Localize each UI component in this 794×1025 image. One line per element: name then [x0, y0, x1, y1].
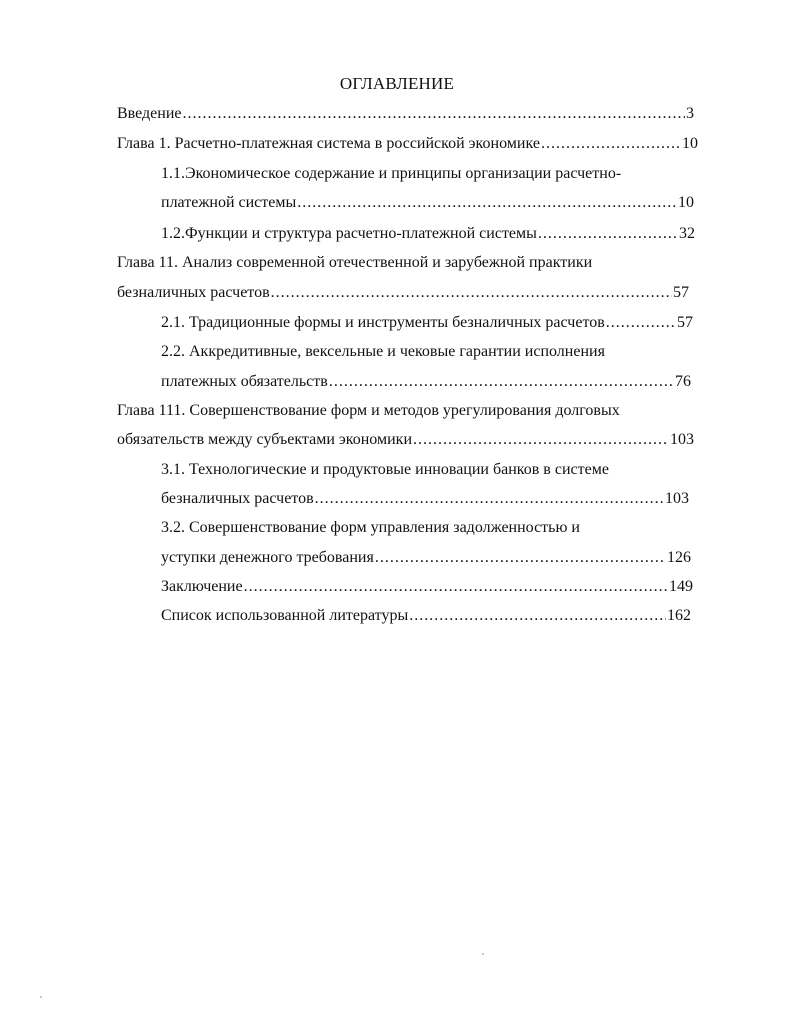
toc-entry-bibliography — [161, 606, 691, 626]
toc-entry-conclusion — [161, 577, 693, 597]
toc-entry-page: 10 — [682, 135, 698, 152]
dot-leader — [606, 313, 676, 333]
toc-entry-2-2-line-2 — [161, 372, 691, 392]
toc-entry-page: 32 — [679, 225, 695, 242]
toc-entry-page: 162 — [667, 607, 691, 624]
toc-entry-page: 10 — [678, 194, 694, 211]
toc-entry-page: 126 — [667, 549, 691, 566]
toc-entry-text: 1.2.Функции и структура расчетно-платежной системы — [161, 225, 537, 242]
dot-leader — [315, 489, 664, 509]
toc-entry-page: 103 — [665, 490, 689, 507]
scan-speck — [40, 996, 42, 998]
toc-entry-1-1-line-2 — [161, 193, 694, 213]
toc-entry-3-2-line-1: 3.2. Совершенствование форм управления задолженностью и — [161, 519, 580, 536]
toc-entry-page: 3 — [686, 105, 694, 122]
scan-speck — [482, 953, 484, 955]
toc-entry-chapter-2-line-2 — [117, 283, 689, 303]
dot-leader — [183, 104, 686, 124]
toc-entry-chapter-3-line-1: Глава 111. Совершенствование форм и методов урегулирования долговых — [117, 402, 620, 419]
toc-entry-text: 2.1. Традиционные формы и инструменты безналичных расчетов — [161, 314, 605, 331]
toc-entry-chapter-1 — [117, 134, 698, 154]
toc-entry-text: обязательств между субъектами экономики — [117, 431, 412, 448]
toc-entry-3-1-line-1: 3.1. Технологические и продуктовые инновации банков в системе — [161, 461, 609, 478]
toc-entry-2-2-line-1: 2.2. Аккредитивные, вексельные и чековые гарантии исполнения — [161, 343, 605, 360]
toc-entry-text: уступки денежного требования — [161, 549, 374, 566]
toc-entry-page: 76 — [675, 373, 691, 390]
toc-entry-3-2-line-2 — [161, 548, 691, 568]
toc-entry-page: 149 — [669, 578, 693, 595]
toc-entry-text: платежных обязательств — [161, 373, 328, 390]
dot-leader — [375, 548, 666, 568]
toc-entry-text: безналичных расчетов — [117, 284, 270, 301]
toc-entry-chapter-2-line-1: Глава 11. Анализ современной отечественной и зарубежной практики — [117, 254, 593, 271]
toc-title: ОГЛАВЛЕНИЕ — [339, 74, 455, 93]
toc-entry-text: Введение — [117, 105, 182, 122]
dot-leader — [329, 372, 674, 392]
toc-entry-1-2 — [161, 224, 695, 244]
toc-entry-3-1-line-2 — [161, 489, 689, 509]
dot-leader — [538, 224, 678, 244]
toc-entry-text: безналичных расчетов — [161, 490, 314, 507]
dot-leader — [244, 577, 668, 597]
dot-leader — [541, 134, 681, 154]
toc-entry-text: Список использованной литературы — [161, 607, 409, 624]
dot-leader — [271, 283, 672, 303]
dot-leader — [297, 193, 677, 213]
toc-entry-introduction — [117, 104, 694, 124]
dot-leader — [409, 606, 666, 626]
toc-entry-2-1 — [161, 313, 693, 333]
toc-entry-text: Заключение — [161, 578, 243, 595]
toc-entry-text: Глава 1. Расчетно-платежная система в российской экономике — [117, 135, 540, 152]
toc-entry-1-1-line-1: 1.1.Экономическое содержание и принципы организации расчетно- — [161, 165, 622, 182]
toc-entry-page: 57 — [673, 284, 689, 301]
toc-entry-chapter-3-line-2 — [117, 430, 694, 450]
toc-entry-text: платежной системы — [161, 194, 297, 211]
toc-entry-page: 103 — [670, 431, 694, 448]
toc-entry-page: 57 — [677, 314, 693, 331]
dot-leader — [413, 430, 669, 450]
